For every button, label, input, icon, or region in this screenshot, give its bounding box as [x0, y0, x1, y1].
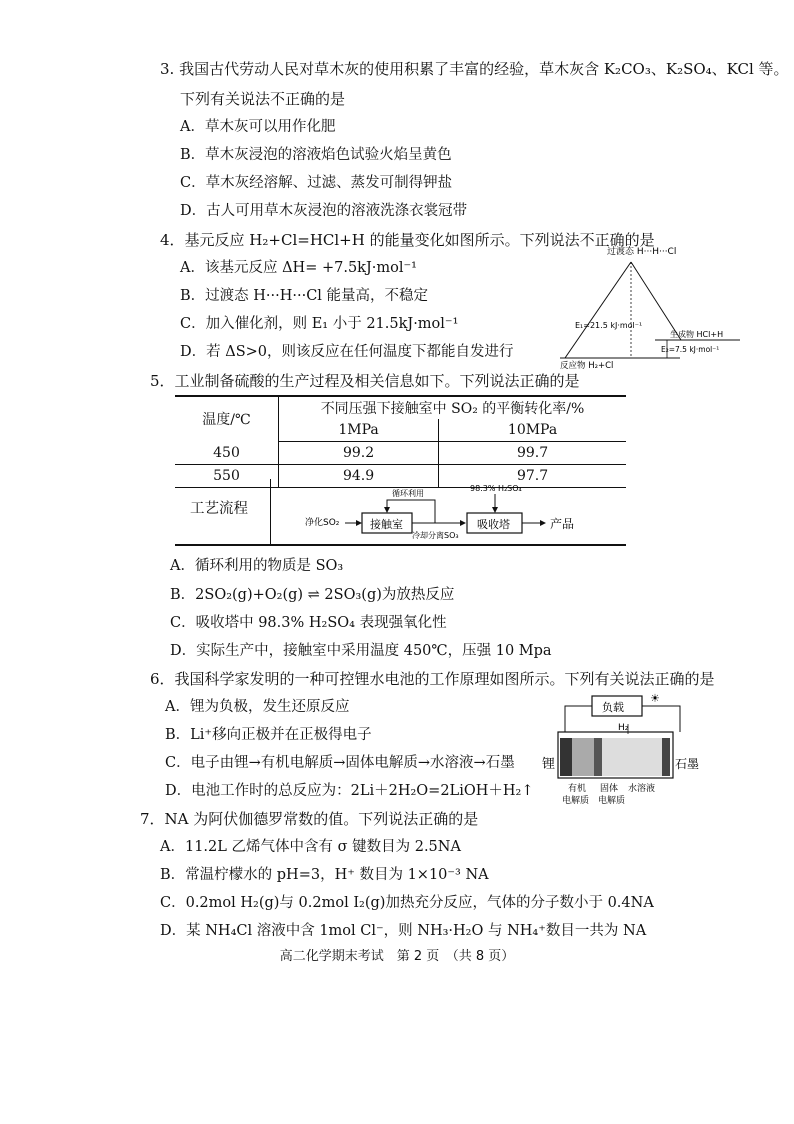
process-flow-diagram — [295, 482, 595, 542]
reactant-label: 反应物 H₂+Cl — [560, 361, 614, 370]
solid-electrolyte — [594, 738, 602, 776]
load-label: 负载 — [602, 701, 624, 714]
energy-diagram — [555, 240, 745, 370]
table-group-header: 不同压强下接触室中 SO₂ 的平衡转化率/% — [279, 396, 627, 419]
recycle-label: 循环利用 — [392, 489, 424, 498]
q5-stem: 5．工业制备硫酸的生产过程及相关信息如下。下列说法正确的是 — [150, 372, 580, 390]
e1-label: E₁=21.5 kJ·mol⁻¹ — [575, 321, 643, 330]
q6-option-d: D．电池工作时的总反应为：2Li＋2H₂O=2LiOH＋H₂↑ — [165, 783, 534, 799]
q6-option-a: A．锂为负极，发生还原反应 — [165, 699, 350, 715]
q5-option-d: D．实际生产中，接触室中采用温度 450℃，压强 10 Mpa — [170, 643, 552, 659]
q4-option-d: D．若 ΔS>0，则该反应在任何温度下都能自发进行 — [180, 344, 514, 360]
q7-option-a: A．11.2L 乙烯气体中含有 σ 键数目为 2.5NA — [160, 839, 461, 855]
electrolyte2-label: 电解质 — [598, 796, 626, 806]
table-cell: 99.7 — [439, 442, 626, 465]
q5-option-a: A．循环利用的物质是 SO₃ — [170, 558, 344, 574]
q7-option-c: C．0.2mol H₂(g)与 0.2mol I₂(g)加热充分反应，气体的分子数小于 0.4NA — [160, 895, 654, 911]
aqueous-label: 水溶液 — [628, 784, 656, 794]
q4-stem: 4．基元反应 H₂+Cl=HCl+H 的能量变化如图所示。下列说法不正确的是 — [160, 231, 655, 249]
q6-option-b: B．Li⁺移向正极并在正极得电子 — [165, 727, 372, 743]
reactant-curve — [565, 262, 631, 358]
q3-option-c: C．草木灰经溶解、过滤、蒸发可制得钾盐 — [180, 175, 453, 191]
table-cell: 97.7 — [439, 465, 626, 488]
q3-option-a: A．草木灰可以用作化肥 — [180, 119, 336, 135]
q5-option-b: B．2SO₂(g)+O₂(g) ⇌ 2SO₃(g)为放热反应 — [170, 587, 455, 603]
table-cell: 94.9 — [279, 465, 439, 488]
q4-option-a: A．该基元反应 ΔH= +7.5kJ·mol⁻¹ — [180, 260, 417, 276]
flow-label: 工艺流程 — [190, 501, 248, 517]
q6-option-c: C．电子由锂→有机电解质→固体电解质→水溶液→石墨 — [165, 755, 515, 771]
battery-diagram — [540, 690, 725, 810]
table-row-temp: 550 — [175, 465, 279, 488]
transition-state-label: 过渡态 H···H···Cl — [607, 247, 677, 257]
contact-chamber-label: 接触室 — [370, 518, 403, 531]
e2-label: E₂=7.5 kJ·mol⁻¹ — [661, 345, 720, 354]
product-label: 生成物 HCl+H — [670, 330, 724, 339]
q4-option-c: C．加入催化剂，则 E₁ 小于 21.5kJ·mol⁻¹ — [180, 316, 459, 332]
q3-stem-line1: 3. 我国古代劳动人民对草木灰的使用积累了丰富的经验，草木灰含 K₂CO₃、K₂SO₄、KCl 等。 — [160, 60, 789, 78]
graphite-label: 石墨 — [675, 757, 700, 771]
q3-option-b: B．草木灰浸泡的溶液焰色试验火焰呈黄色 — [180, 147, 452, 163]
cooling-label: 冷却分离SO₃ — [412, 531, 459, 540]
graphite-electrode — [662, 738, 670, 776]
q7-option-d: D．某 NH₄Cl 溶液中含 1mol Cl⁻，则 NH₃·H₂O 与 NH₄⁺数目一共为 NA — [160, 923, 647, 939]
absorber-label: 吸收塔 — [477, 518, 510, 531]
table-sub-10mpa: 10MPa — [439, 419, 626, 442]
bulb-icon: ☀ — [650, 692, 660, 705]
solid-label: 固体 — [600, 784, 619, 794]
h2-label: H₂ — [618, 723, 629, 733]
acid-label: 98.3% H₂SO₄ — [470, 484, 522, 493]
q3-option-d: D．古人可用草木灰浸泡的溶液洗涤衣裳冠带 — [180, 203, 468, 219]
lithium-electrode — [560, 738, 572, 776]
page-footer: 高二化学期末考试 第 2 页 （共 8 页） — [279, 949, 515, 964]
q5-table — [175, 395, 626, 488]
q6-stem: 6．我国科学家发明的一种可控锂水电池的工作原理如图所示。下列有关说法正确的是 — [150, 670, 715, 688]
table-cell: 99.2 — [279, 442, 439, 465]
aqueous-solution — [602, 738, 662, 776]
table-col-temp: 温度/℃ — [175, 396, 279, 442]
product-output-label: 产品 — [550, 517, 575, 531]
organic-label: 有机 — [568, 784, 587, 794]
q7-option-b: B．常温柠檬水的 pH=3，H⁺ 数目为 1×10⁻³ NA — [160, 867, 489, 883]
q3-stem-line2: 下列有关说法不正确的是 — [180, 90, 346, 108]
flow-input-label: 净化SO₂ — [305, 518, 340, 528]
table-sub-1mpa: 1MPa — [279, 419, 439, 442]
q4-option-b: B．过渡态 H···H···Cl 能量高，不稳定 — [180, 288, 429, 304]
flow-row-divider — [270, 479, 271, 544]
organic-electrolyte — [572, 738, 594, 776]
q5-option-c: C．吸收塔中 98.3% H₂SO₄ 表现强氧化性 — [170, 615, 447, 631]
electrolyte-label: 电解质 — [562, 796, 590, 806]
q7-stem: 7．NA 为阿伏伽德罗常数的值。下列说法正确的是 — [140, 810, 479, 828]
table-row-temp: 450 — [175, 442, 279, 465]
lithium-label: 锂 — [542, 757, 556, 772]
